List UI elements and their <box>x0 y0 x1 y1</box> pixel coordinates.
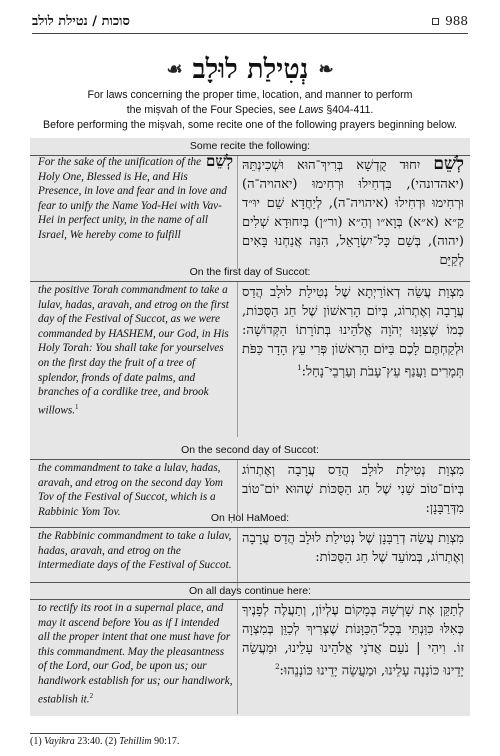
intro-text-fragment: §404-411. <box>323 104 374 116</box>
intro-text-fragment: the mișvah of the Four Species, see <box>126 104 299 116</box>
running-header <box>32 10 468 32</box>
hebrew-text: יִחוּד קֻדְשָׁא בְּרִיךְ־הוּא וּשְׁכִינְתֵּהּ (יאהדונהי), בִּדְחִילוּ וּרְחִימוּ (יאהויה־ה) וּרְחִימוּ וּדְחִילוּ (איהויה־ה), לְיַחֲדָא שֵׁם יוּ״ד קֵ״א (א״א) בְּוָא״ו וְהֵ״א (ור״ן) בְּיִחוּדָא שְׁלִים (יהוה), בְּשֵׁם כָּל־יִשְׂרָאֵל, הִנֵּה אֲנַחְנוּ בָּאִים לְקַיֵּם <box>242 158 464 268</box>
english-translation <box>38 283 233 418</box>
section-heading: On the first day of Succot: <box>189 266 311 278</box>
hebrew-lead-word: לְשֵׁם <box>206 154 233 170</box>
section-rule <box>30 527 470 528</box>
hebrew-text-block <box>242 461 464 518</box>
section-rule <box>30 459 470 460</box>
page-title: נְטִילַת לוּלָב <box>192 54 309 85</box>
title-block <box>0 54 500 85</box>
english-text: the commandment to take a lulav, hadas, aravah, and etrog on the second day Yom Tov of the Festival of Succot, which is a Rabbinic Yom Tov. <box>38 462 223 518</box>
hebrew-text: מִצְוַת עֲשֵׂה דְרַבָּנָן שֶׁל נְטִילַת לוּלָב הֲדַס עֲרָבָה וְאֶתְרוֹג, בְּמוֹעֵד שֶׁל חַג הַסֻּכּוֹת: <box>242 531 464 565</box>
footnote-1-ref: 23:40. <box>77 736 103 747</box>
scroll-ornament-icon: ❧ <box>318 59 334 80</box>
section-rule <box>30 281 470 282</box>
intro-text <box>40 88 460 133</box>
english-text: the Rabbinic commandment to take a lulav, hadas, aravah, and etrog on the intermediate days of the Festival of Succot. <box>38 530 232 572</box>
page-number: 988 <box>445 14 468 28</box>
laws-reference: Laws <box>298 104 324 116</box>
footnote-marker: 1 <box>75 402 79 411</box>
hebrew-text-block <box>242 155 464 270</box>
column-divider <box>237 282 238 437</box>
english-translation <box>38 529 233 573</box>
footnote-marker: 1 <box>297 364 302 372</box>
running-title: סוכות / נטילת לולב <box>32 14 130 29</box>
footnote-rule <box>30 733 120 734</box>
english-translation <box>38 155 233 243</box>
hebrew-lead-word: לְשֵׁם <box>433 154 464 174</box>
section-rule <box>30 599 470 600</box>
footnote-1-source: Vayikra <box>44 736 75 747</box>
section-heading: On all days continue here: <box>189 585 311 597</box>
intro-line-3: Before performing the mișvah, some recite one of the following prayers beginning below. <box>43 119 457 131</box>
intro-line-2 <box>40 103 460 118</box>
footnote-2-ref: 90:17. <box>154 736 180 747</box>
column-divider <box>237 156 238 269</box>
square-ornament-icon <box>432 18 439 25</box>
footnote-2-mark: (2) <box>105 736 117 747</box>
hebrew-text-block <box>242 601 464 680</box>
english-translation <box>38 461 233 519</box>
scroll-ornament-icon: ☙ <box>166 59 183 80</box>
column-divider <box>237 600 238 714</box>
english-translation <box>38 601 233 707</box>
footnote-1-mark: (1) <box>30 736 42 747</box>
footnotes <box>30 736 179 747</box>
header-rule <box>32 33 468 34</box>
column-divider <box>237 528 238 590</box>
english-text: the positive Torah commandment to take a lulav, hadas, aravah, and etrog on the first day of the Festival of Succot, as we were commanded by HASHEM, our God, in His Holy Torah: You shall take for yourselves on the first day the fruit of a tree of splendor, fronds of date palms, and branches of a cordlike tree, and brook willows. <box>38 284 229 417</box>
section-rule <box>30 582 470 583</box>
hebrew-text-block <box>242 283 464 381</box>
footnote-2-source: Tehillim <box>119 736 152 747</box>
footnote-marker: 2 <box>89 691 94 700</box>
column-divider <box>237 460 238 516</box>
english-text: For the sake of the unification of the Holy One, Blessed is He, and His Presence, in love and fear and in love and fear to unify the Name Yod-Hei with Vav-Hei in perfect unity, in the name of all Israel, We hereby come to fulfill <box>38 156 227 241</box>
hebrew-text: מִצְוַת נְטִילַת לוּלָב הֲדַס עֲרָבָה וְאֶתְרוֹג בְּיוֹם־טוֹב שֵׁנִי שֶׁל חַג הַסֻּכּוֹת שֶׁהוּא יוֹם־טוֹב מִדְּרַבָּנָן: <box>242 463 464 516</box>
section-heading: Some recite the following: <box>189 140 311 152</box>
section-heading: On the second day of Succot: <box>181 444 319 456</box>
english-text: to rectify its root in a supernal place, and may it ascend before You as if I intended all the proper intent that one must have for this commandment. May the pleasantness of the Lord, our God, be upon us; our handiwork establish for us; our handiwork, establish it. <box>38 602 233 706</box>
page-number-group <box>432 14 468 28</box>
hebrew-text-block <box>242 529 464 567</box>
hebrew-text: לְתַקֵּן אֶת שָׁרְשָׁהּ בְּמָקוֹם עֶלְיוֹן, וְתַעֲלֶה לְפָנֶיךָ כְּאִלּוּ כִּוַּנְתִּי בְּכָל־הַכַּוָּנוֹת שֶׁצְּרִיךְ לְכַוֵּן בְּמִצְוָה זוֹ. וִיהִי | נֹעַם אֲדֹנָי אֱלֹהֵינוּ עָלֵינוּ, וּמַעֲשֵׂה יָדֵינוּ כּוֹנְנָה עָלֵינוּ, וּמַעֲשֵׂה יָדֵינוּ כּוֹנְנֵהוּ: <box>242 603 464 679</box>
section-heading: On Ḥol HaMoed: <box>210 512 290 524</box>
footnote-marker: 2 <box>275 663 280 671</box>
hebrew-text: מִצְוַת עֲשֵׂה דְאוֹרַיְתָא שֶׁל נְטִילַת לוּלָב הֲדַס עֲרָבָה וְאֶתְרוֹג, בְּיוֹם הָרִאשׁוֹן שֶׁל חַג הַסֻּכּוֹת, כְּמוֹ שֶׁצִּוָּנוּ יְהֹוָה אֱלֹהֵינוּ בְּתוֹרָתוֹ הַקְּדוֹשָׁה: וּלְקַחְתֶּם לָכֶם בַּיּוֹם הָרִאשׁוֹן פְּרִי עֵץ הָדָר כַּפֹּת תְּמָרִים וַעֲנַף עֵץ־עָבֹת וְעַרְבֵי־נָחַל: <box>242 285 464 380</box>
intro-line-1: For laws concerning the proper time, location, and manner to perform <box>87 89 413 101</box>
